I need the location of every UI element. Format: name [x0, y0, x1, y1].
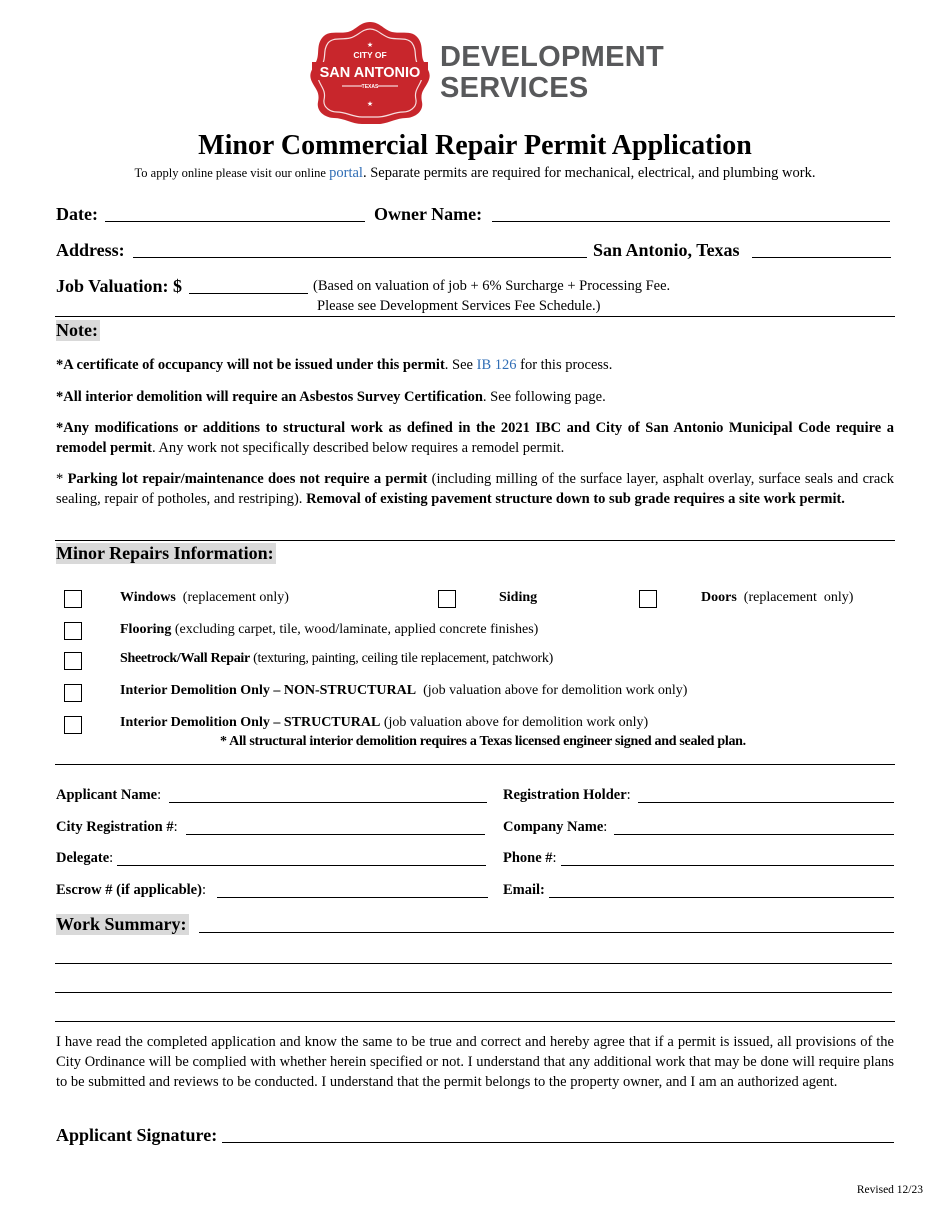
- portal-link[interactable]: portal: [329, 165, 363, 181]
- demo-structural-note: (job valuation above for demolition work only): [380, 715, 649, 730]
- subtitle-post: . Separate permits are required for mechanical, electrical, and plumbing work.: [362, 165, 816, 181]
- note-certificate-text: . See: [444, 357, 477, 373]
- address-input[interactable]: [133, 240, 587, 258]
- escrow-label: Escrow # (if applicable): [56, 882, 202, 898]
- note-certificate: [56, 355, 894, 375]
- note-parking: [56, 469, 894, 509]
- note-heading: Note:: [56, 320, 98, 340]
- svg-text:★: ★: [366, 101, 374, 108]
- phone-field-label: [503, 850, 557, 867]
- address-label: Address:: [56, 240, 125, 260]
- divider: [55, 764, 895, 765]
- demo-structural-option: [120, 715, 648, 731]
- colon: :: [552, 850, 557, 866]
- work-summary-heading: Work Summary:: [56, 914, 187, 934]
- colon: :: [173, 819, 178, 835]
- windows-checkbox[interactable]: [64, 590, 82, 608]
- flooring-option: [120, 622, 538, 638]
- applicant-name-input[interactable]: [169, 786, 487, 803]
- colon: :: [201, 882, 206, 898]
- flooring-label: Flooring: [120, 622, 172, 637]
- colon: :: [626, 787, 631, 803]
- colon: :: [603, 819, 608, 835]
- date-input[interactable]: [105, 204, 365, 222]
- escrow-input[interactable]: [217, 881, 488, 898]
- note-asbestos-bold: *All interior demolition will require an Asbestos Survey Certification: [56, 389, 483, 405]
- sheetrock-note: (texturing, painting, ceiling tile replacement, patchwork): [249, 651, 553, 666]
- ib126-link[interactable]: IB 126: [476, 357, 517, 373]
- note-certificate-bold: *A certificate of occupancy will not be issued under this permit: [56, 357, 445, 373]
- sheetrock-label: Sheetrock/Wall Repair: [120, 651, 250, 666]
- dept-name-line2: SERVICES: [440, 72, 589, 104]
- date-label: Date:: [56, 204, 98, 224]
- demo-structural-label: Interior Demolition Only – STRUCTURAL: [120, 715, 381, 730]
- applicant-name-field-label: [56, 787, 161, 804]
- work-summary-input[interactable]: [199, 914, 894, 933]
- escrow-field-label: [56, 882, 206, 899]
- windows-note: (replacement only): [175, 590, 289, 605]
- owner-name-input[interactable]: [492, 204, 890, 222]
- company-name-input[interactable]: [614, 818, 894, 835]
- valuation-note-line1: (Based on valuation of job + 6% Surcharge + Processing Fee.: [313, 278, 671, 294]
- note-parking-text: (including milling of the surface layer, asphalt overlay, surface seals and crack sealing, repair of potholes, and restriping).: [56, 471, 894, 507]
- applicant-signature-label: Applicant Signature:: [56, 1125, 218, 1145]
- page-title: Minor Commercial Repair Permit Application: [198, 130, 752, 161]
- phone-label: Phone #: [503, 850, 553, 866]
- registration-holder-field-label: [503, 787, 631, 804]
- note-structural-text: . Any work not specifically described below requires a remodel permit.: [151, 440, 565, 456]
- logo-state-text: TEXAS: [361, 84, 379, 90]
- repairs-heading: Minor Repairs Information:: [56, 543, 274, 563]
- note-structural: [56, 418, 894, 458]
- city-registration-label: City Registration #: [56, 819, 174, 835]
- applicant-signature-input[interactable]: [222, 1124, 894, 1143]
- siding-checkbox[interactable]: [438, 590, 456, 608]
- divider: [55, 540, 895, 541]
- registration-holder-input[interactable]: [638, 786, 894, 803]
- divider: [55, 316, 895, 317]
- subtitle: [0, 165, 950, 182]
- declaration-text: I have read the completed application and know the same to be true and correct and hereby agree that if a permit is issued, all provisions of the City Ordinance will be complied with whether herein specified or not. I understand that any additional work that may be done will require plans to be submitted and reviews to be conducted. I understand that the permit belongs to the property owner, and I am an authorized agent.: [56, 1034, 894, 1090]
- city-state-text: San Antonio, Texas: [593, 240, 740, 260]
- note-parking-bold: Parking lot repair/maintenance does not require a permit: [67, 471, 428, 487]
- flooring-note: (excluding carpet, tile, wood/laminate, applied concrete finishes): [171, 622, 539, 637]
- delegate-field-label: [56, 850, 113, 867]
- doors-checkbox[interactable]: [639, 590, 657, 608]
- demo-nonstructural-option: [120, 683, 687, 699]
- note-parking-star: *: [56, 471, 68, 487]
- colon: :: [157, 787, 162, 803]
- logo-city-of-text: CITY OF: [353, 50, 387, 60]
- revised-date: Revised 12/23: [856, 1184, 923, 1196]
- subtitle-pre: To apply online please visit our online: [134, 166, 330, 180]
- valuation-note-line2: Please see Development Services Fee Schedule.): [317, 298, 601, 314]
- sheetrock-option: [120, 651, 553, 667]
- owner-name-label: Owner Name:: [374, 204, 483, 224]
- job-valuation-input[interactable]: [189, 276, 308, 294]
- siding-label: Siding: [499, 590, 538, 605]
- applicant-name-label: Applicant Name: [56, 787, 158, 803]
- email-label: Email:: [503, 882, 545, 898]
- doors-label: Doors: [701, 590, 737, 605]
- colon: :: [109, 850, 114, 866]
- registration-holder-label: Registration Holder: [503, 787, 627, 803]
- windows-option: [120, 590, 289, 606]
- demo-nonstructural-note: (job valuation above for demolition work only): [416, 683, 688, 698]
- company-name-label: Company Name: [503, 819, 604, 835]
- sheetrock-checkbox[interactable]: [64, 652, 82, 670]
- divider: [55, 1021, 895, 1022]
- flooring-checkbox[interactable]: [64, 622, 82, 640]
- demo-nonstructural-checkbox[interactable]: [64, 684, 82, 702]
- city-state-extra-input[interactable]: [752, 240, 891, 258]
- note-parking-bold2: Removal of existing pavement structure down to sub grade requires a site work permit.: [306, 491, 845, 507]
- delegate-input[interactable]: [117, 849, 486, 866]
- delegate-label: Delegate: [56, 850, 110, 866]
- demo-nonstructural-label: Interior Demolition Only – NON-STRUCTURAL: [120, 683, 417, 698]
- dept-name-line1: DEVELOPMENT: [440, 41, 665, 73]
- demo-structural-checkbox[interactable]: [64, 716, 82, 734]
- windows-label: Windows: [120, 590, 176, 605]
- note-asbestos-text: . See following page.: [482, 389, 606, 405]
- phone-input[interactable]: [561, 849, 894, 866]
- job-valuation-label: Job Valuation: $: [56, 276, 183, 296]
- city-seal-logo: [308, 20, 432, 126]
- logo-city-name-text: SAN ANTONIO: [319, 65, 421, 81]
- city-registration-field-label: [56, 819, 178, 836]
- note-structural-bold: *Any modifications or additions to structural work as defined in the 2021 IBC and City of San Antonio Municipal Code require a remodel permit: [56, 420, 894, 456]
- city-registration-input[interactable]: [186, 818, 485, 835]
- email-input[interactable]: [549, 881, 894, 898]
- company-name-field-label: [503, 819, 607, 836]
- doors-note: (replacement only): [736, 590, 854, 605]
- svg-text:★: ★: [366, 42, 374, 49]
- work-summary-line-3[interactable]: [55, 974, 892, 993]
- doors-option: [701, 590, 853, 606]
- note-certificate-end: for this process.: [516, 357, 613, 373]
- note-asbestos: [56, 387, 894, 407]
- demo-structural-warning: * All structural interior demolition requires a Texas licensed engineer signed and sealed plan.: [220, 734, 746, 749]
- work-summary-line-2[interactable]: [55, 945, 892, 964]
